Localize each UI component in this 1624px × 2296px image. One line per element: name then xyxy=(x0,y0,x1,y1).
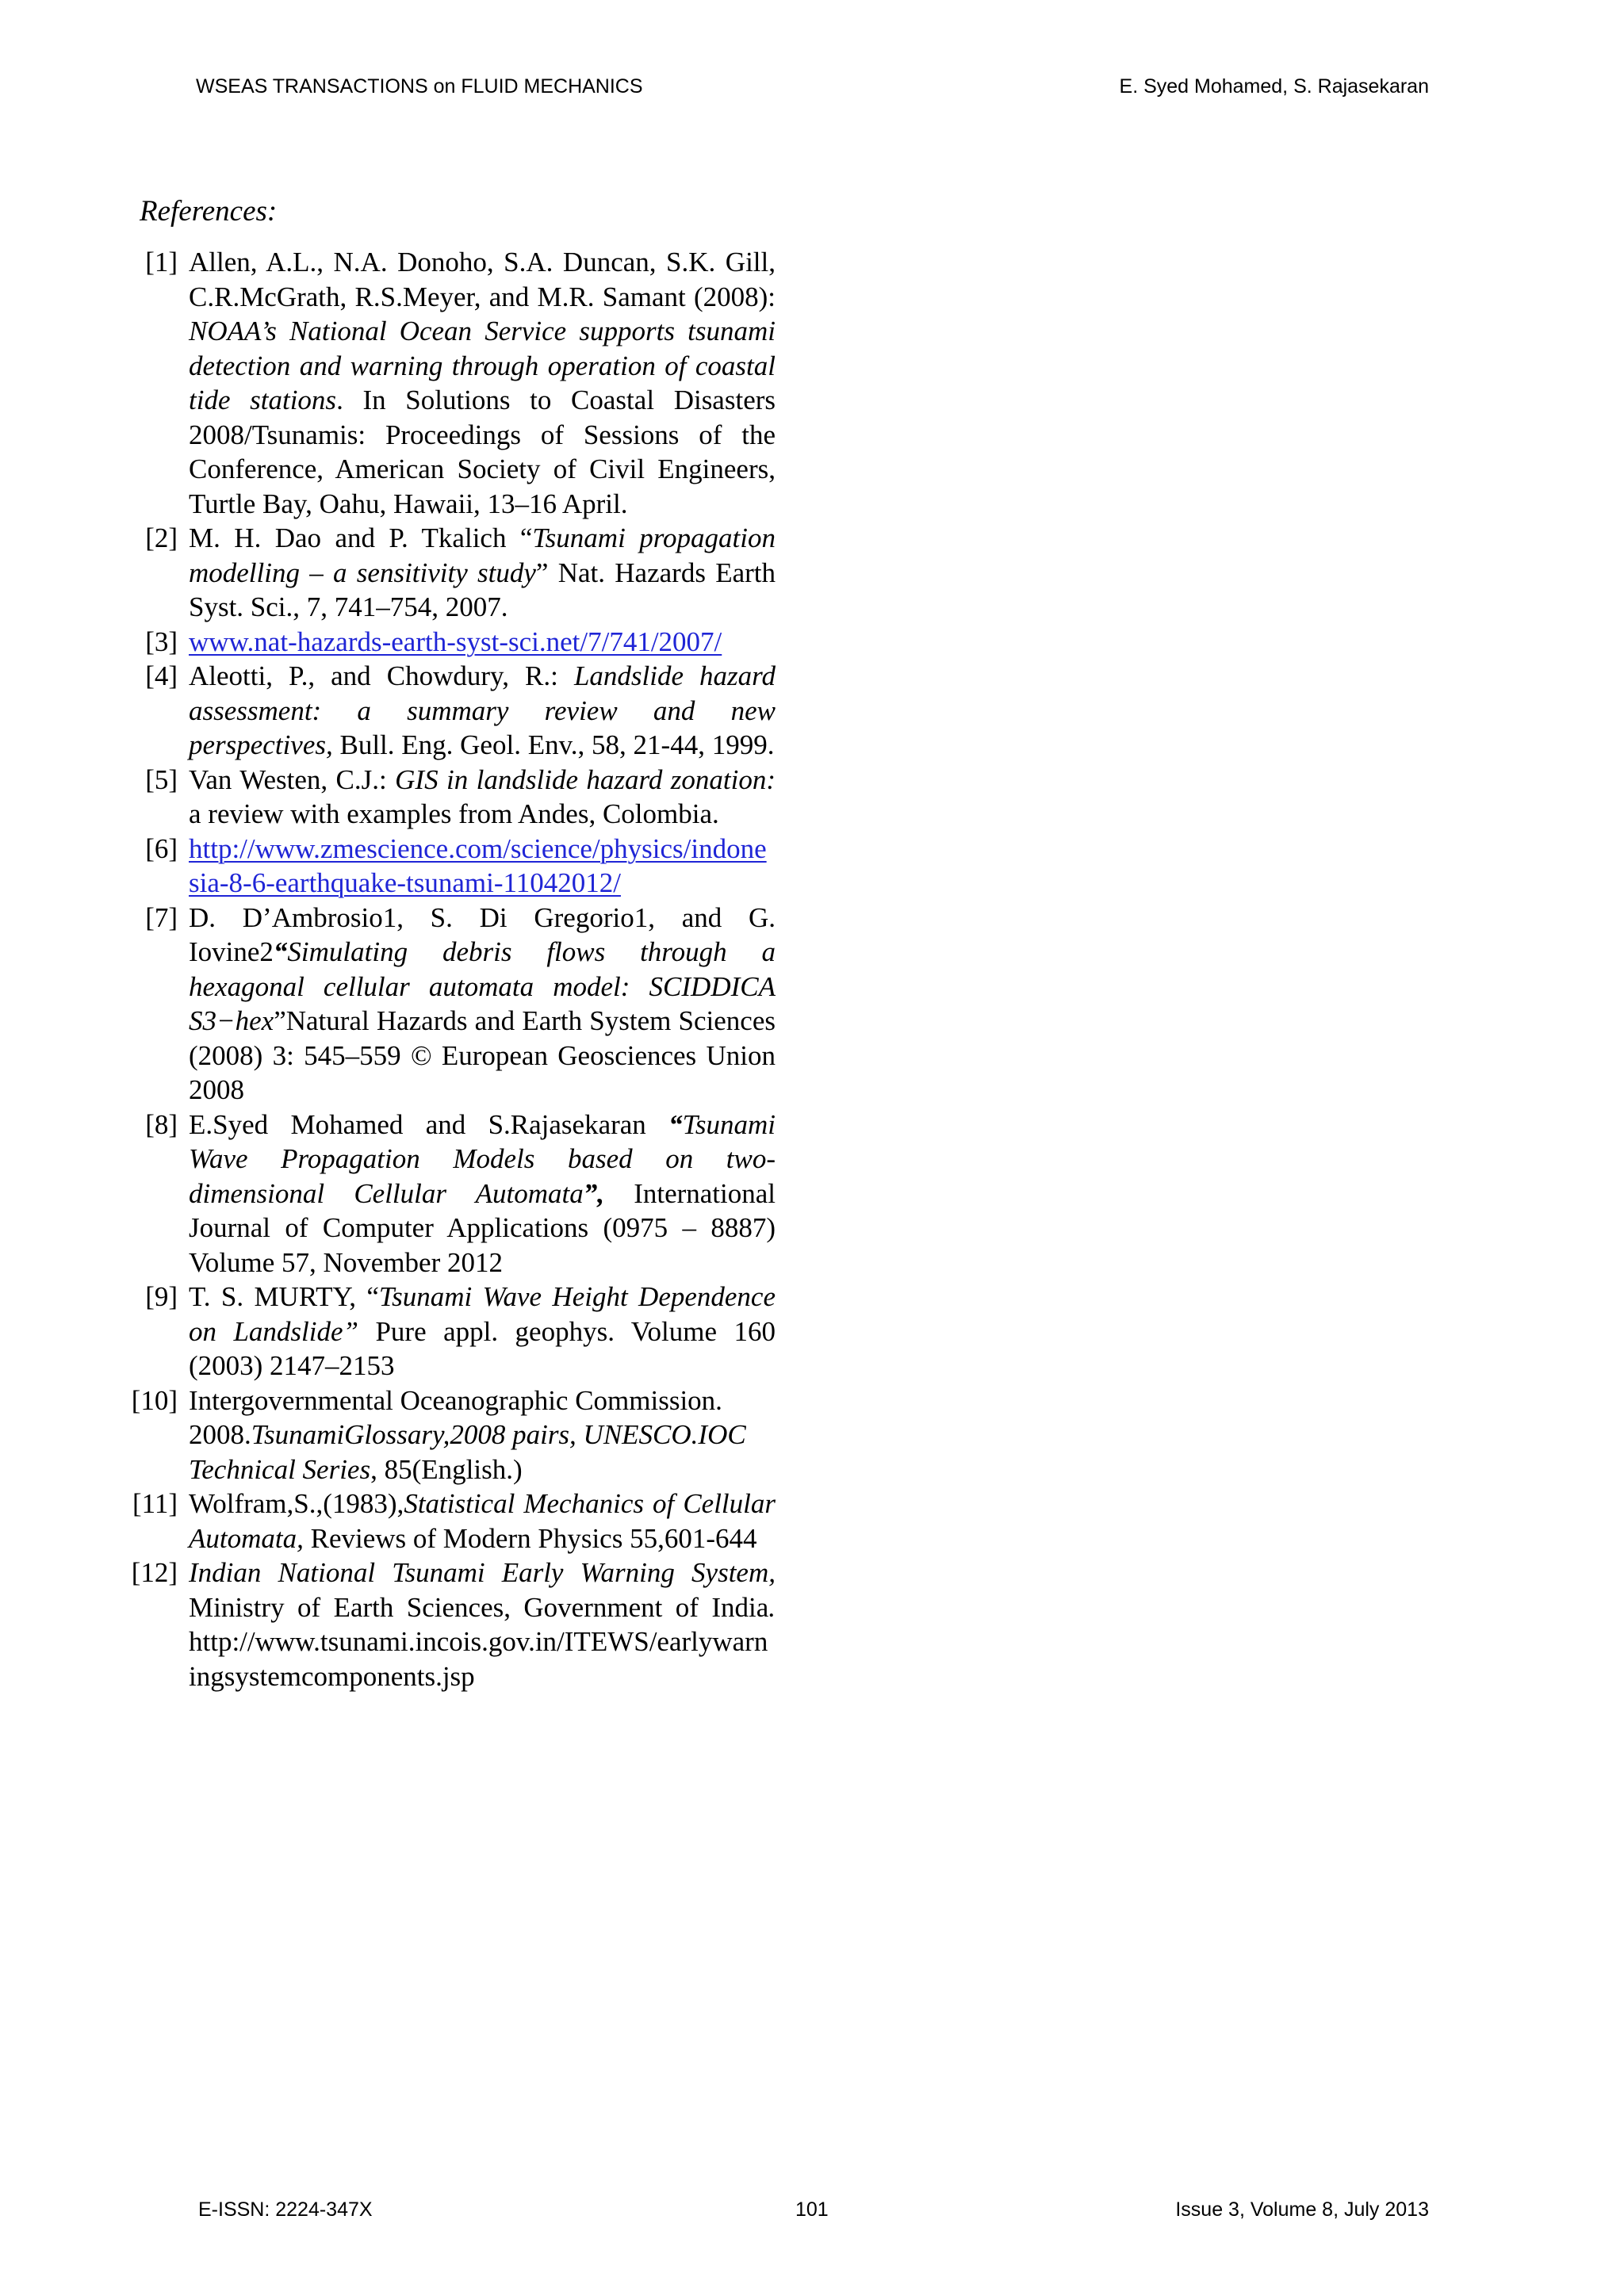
reference-number: [8] xyxy=(145,1108,178,1140)
reference-number: [2] xyxy=(145,522,178,553)
reference-number: [6] xyxy=(145,832,178,864)
reference-text-segment: Bull. Eng. Geol. Env., 58, 21-44, 1999. xyxy=(332,729,775,760)
reference-title-italic: Landslide hazard assessment: a summary review and new perspectives, xyxy=(189,660,776,760)
running-header-authors: E. Syed Mohamed, S. Rajasekaran xyxy=(1119,75,1429,98)
reference-quote-mark: ”, xyxy=(583,1177,604,1209)
reference-text-segment: E.Syed Mohamed and S.Rajasekaran xyxy=(189,1108,669,1140)
reference-text-segment: , 85(English.) xyxy=(370,1453,523,1485)
reference-link[interactable]: www.nat-hazards-earth-syst-sci.net/7/741/2007/ xyxy=(189,626,722,657)
reference-number: [11] xyxy=(132,1488,178,1519)
reference-text-segment: Ministry of Earth Sciences, Government of India xyxy=(189,1591,769,1623)
reference-number: [9] xyxy=(145,1281,178,1312)
reference-quote-mark: “ xyxy=(668,1108,683,1140)
reference-text xyxy=(189,521,776,625)
reference-text-segment: Aleotti, P., and Chowdury, R.: xyxy=(189,660,574,691)
reference-text-segment: a review with examples from Andes, Colombia. xyxy=(189,798,719,829)
reference-item xyxy=(111,1383,776,1487)
reference-text xyxy=(189,1556,776,1693)
reference-text-segment: . In Solutions to Coastal Disasters 2008/Tsunamis: Proceedings of Sessions of the Conference, American Society of Civil Engineers, Turtle Bay, Oahu, Hawaii, 13–16 April. xyxy=(189,385,776,519)
reference-number: [7] xyxy=(145,901,178,933)
reference-text xyxy=(189,832,776,901)
reference-number: [10] xyxy=(131,1384,178,1416)
reference-text-segment: International Journal of Computer Applications (0975 – 8887) Volume 57, November 2012 xyxy=(189,1177,776,1278)
reference-text xyxy=(189,1280,776,1383)
reference-item xyxy=(111,901,776,1108)
reference-title-italic: Indian National Tsunami Early Warning System, xyxy=(189,1557,776,1588)
reference-text xyxy=(189,245,776,521)
reference-text xyxy=(189,1487,776,1556)
reference-item xyxy=(111,1108,776,1280)
reference-item xyxy=(111,832,776,901)
reference-list xyxy=(111,245,776,1693)
reference-text-segment: Van Westen, C.J.: xyxy=(189,763,396,795)
reference-item xyxy=(111,625,776,660)
reference-text xyxy=(189,1383,776,1487)
reference-number: [12] xyxy=(131,1557,178,1588)
reference-text-segment: Allen, A.L., N.A. Donoho, S.A. Duncan, S.K. Gill, C.R.McGrath, R.S.Meyer, and M.R. Samant (2008): xyxy=(189,247,776,312)
reference-text-segment: Intergovernmental Oceanographic Commission. 2008. xyxy=(189,1384,722,1450)
reference-title-italic: GIS in landslide hazard zonation: xyxy=(395,763,776,795)
reference-quote-mark: “ xyxy=(273,936,288,967)
running-header-journal: WSEAS TRANSACTIONS on FLUID MECHANICS xyxy=(196,75,643,98)
reference-text-segment: http://www.tsunami.incois.gov.in/ITEWS/earlywarningsystemcomponents.jsp xyxy=(189,1626,768,1692)
reference-item xyxy=(111,763,776,832)
reference-title-italic: . xyxy=(768,1591,776,1623)
page-number: 101 xyxy=(795,2198,829,2221)
reference-title-italic: Tsunami Wave Propagation Models based on two-dimensional Cellular Automata xyxy=(189,1108,776,1209)
reference-text xyxy=(189,901,776,1108)
reference-number: [5] xyxy=(145,763,178,795)
reference-text xyxy=(189,659,776,763)
reference-text-segment: M. H. Dao and P. Tkalich “ xyxy=(189,522,533,553)
reference-text-segment: ”Natural Hazards and Earth System Sciences (2008) 3: 545–559 © European Geosciences Union 2008 xyxy=(189,1005,776,1105)
reference-item xyxy=(111,521,776,625)
reference-item xyxy=(111,1556,776,1693)
reference-text xyxy=(189,763,776,832)
reference-item xyxy=(111,659,776,763)
reference-item xyxy=(111,1280,776,1383)
reference-link[interactable]: http://www.zmescience.com/science/physics/indonesia-8-6-earthquake-tsunami-11042012/ xyxy=(189,832,767,898)
reference-text-segment: Reviews of Modern Physics 55,601-644 xyxy=(303,1522,757,1554)
reference-text xyxy=(189,1108,776,1280)
references-heading: References: xyxy=(140,195,278,228)
reference-text-segment: D. D’Ambrosio1, S. Di Gregorio1, and G. Iovine2 xyxy=(189,901,776,967)
reference-text-segment: Pure appl. geophys. Volume 160 (2003) 2147–2153 xyxy=(189,1315,776,1381)
reference-title-italic: Simulating debris flows through a hexagonal cellular automata model: SCIDDICA S3−hex xyxy=(189,936,776,1036)
reference-title-italic: TsunamiGlossary,2008 pairs, UNESCO.IOC Technical Series xyxy=(189,1419,746,1485)
footer-issn: E-ISSN: 2224-347X xyxy=(198,2198,373,2221)
footer-issue: Issue 3, Volume 8, July 2013 xyxy=(1175,2198,1429,2221)
reference-number: [1] xyxy=(145,247,178,277)
reference-title-italic: Tsunami propagation modelling – a sensitivity study xyxy=(189,522,776,588)
reference-title-italic: NOAA’s National Ocean Service supports tsunami detection and warning through operation of coastal tide stations xyxy=(189,316,776,415)
reference-text-segment: ” Nat. Hazards Earth Syst. Sci., 7, 741–754, 2007. xyxy=(189,557,776,622)
reference-text-segment: Wolfram,S.,(1983), xyxy=(189,1488,404,1519)
reference-title-italic: Tsunami Wave Height Dependence on Landslide” xyxy=(189,1281,776,1347)
reference-item xyxy=(111,1487,776,1556)
reference-number: [4] xyxy=(145,660,178,691)
reference-text xyxy=(189,625,776,660)
reference-item xyxy=(111,245,776,521)
reference-number: [3] xyxy=(145,626,178,657)
reference-text-segment: T. S. MURTY, “ xyxy=(189,1281,379,1312)
reference-title-italic: Statistical Mechanics of Cellular Automata, xyxy=(189,1488,776,1554)
